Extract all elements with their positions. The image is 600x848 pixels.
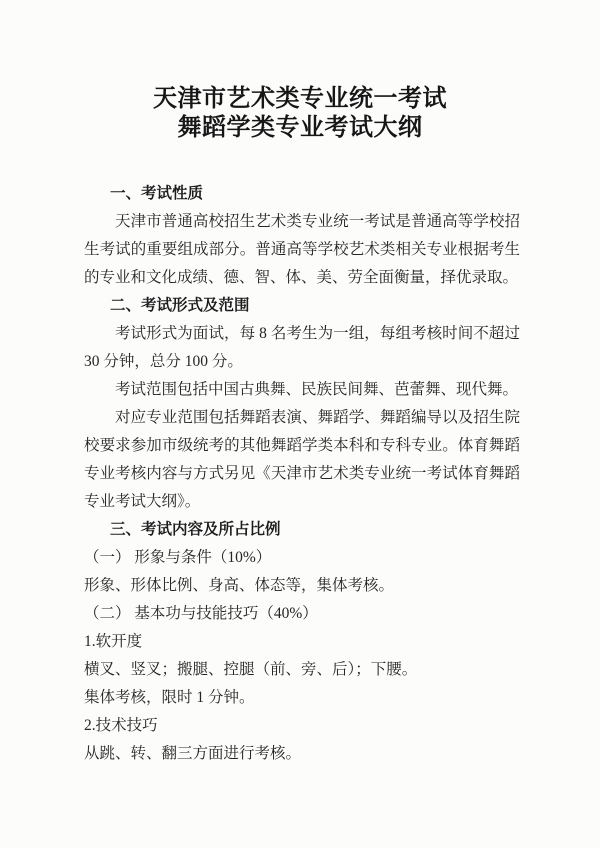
paragraph-exam-nature: 天津市普通高校招生艺术类专业统一考试是普通高等学校招生考试的重要组成部分。普通高等学校艺术类相关专业根据考生的专业和文化成绩、德、智、体、美、劳全面衡量，择优录取。 — [84, 213, 520, 286]
document-body — [84, 180, 520, 768]
content-item-skills-heading: （二） 基本功与技能技巧（40%） — [84, 605, 318, 622]
document-title-line-2: 舞蹈学类专业考试大纲 — [177, 115, 423, 141]
content-item-technique-detail: 从跳、转、翻三方面进行考核。 — [84, 745, 302, 762]
content-item-flexibility-title: 1.软开度 — [84, 633, 143, 650]
section-heading-exam-nature: 一、考试性质 — [110, 185, 204, 202]
paragraph-exam-format-3: 对应专业范围包括舞蹈表演、舞蹈学、舞蹈编导以及招生院校要求参加市级统考的其他舞蹈学类本科和专科专业。体育舞蹈专业考核内容与方式另见《天津市艺术类专业统一考试体育舞蹈专业考试大纲》。 — [84, 409, 520, 510]
document-title — [0, 85, 600, 143]
content-item-flexibility-detail: 横叉、竖叉；搬腿、控腿（前、旁、后）；下腰。 — [84, 661, 418, 678]
section-heading-exam-format: 二、考试形式及范围 — [110, 297, 250, 314]
content-item-technique-title: 2.技术技巧 — [84, 717, 158, 734]
content-item-flexibility-note: 集体考核，限时 1 分钟。 — [84, 689, 255, 706]
paragraph-exam-format-1: 考试形式为面试，每 8 名考生为一组，每组考核时间不超过 30 分钟，总分 100 分。 — [84, 325, 520, 370]
content-item-appearance-detail: 形象、形体比例、身高、体态等，集体考核。 — [84, 577, 395, 594]
content-item-appearance-heading: （一） 形象与条件（10%） — [84, 549, 272, 566]
document-title-line-1: 天津市艺术类专业统一考试 — [153, 86, 447, 112]
section-heading-exam-content: 三、考试内容及所占比例 — [110, 521, 281, 538]
paragraph-exam-format-2: 考试范围包括中国古典舞、民族民间舞、芭蕾舞、现代舞。 — [115, 381, 519, 398]
